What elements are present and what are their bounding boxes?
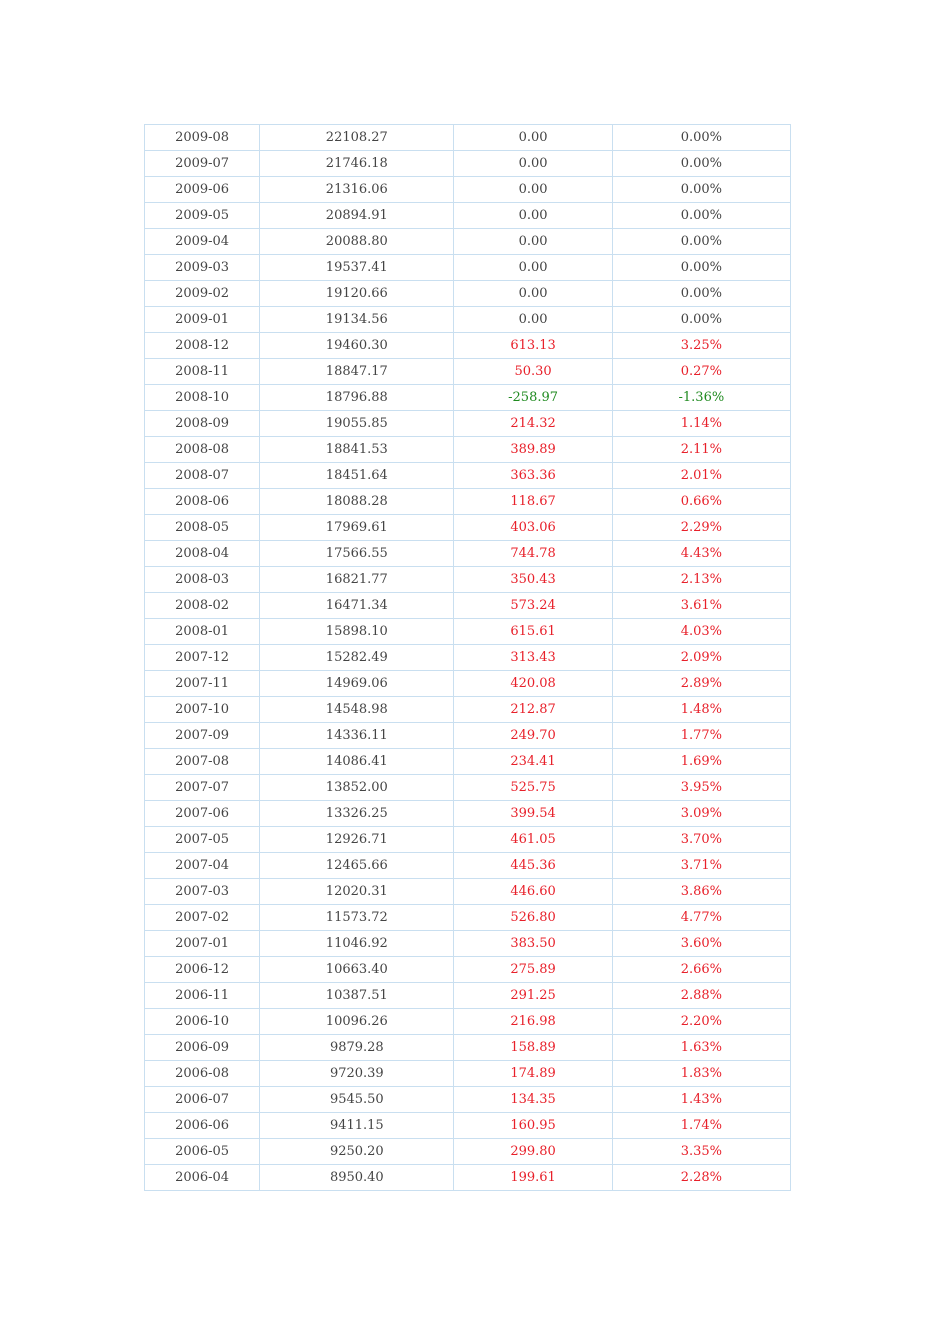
value-cell: 22108.27 [260, 125, 454, 151]
percent-change-cell: 0.00% [612, 255, 790, 281]
date-cell: 2008-12 [145, 333, 260, 359]
table-row [145, 645, 791, 671]
table-row [145, 333, 791, 359]
percent-change-cell: 2.13% [612, 567, 790, 593]
percent-change-cell: 2.01% [612, 463, 790, 489]
date-cell: 2006-12 [145, 957, 260, 983]
table-row [145, 489, 791, 515]
value-cell: 20088.80 [260, 229, 454, 255]
date-cell: 2008-11 [145, 359, 260, 385]
date-cell: 2009-01 [145, 307, 260, 333]
table-row [145, 125, 791, 151]
date-cell: 2008-08 [145, 437, 260, 463]
table-row [145, 385, 791, 411]
change-cell: 158.89 [454, 1035, 612, 1061]
date-cell: 2008-03 [145, 567, 260, 593]
change-cell: 0.00 [454, 125, 612, 151]
table-row [145, 307, 791, 333]
date-cell: 2008-01 [145, 619, 260, 645]
value-cell: 15282.49 [260, 645, 454, 671]
date-cell: 2008-10 [145, 385, 260, 411]
percent-change-cell: 0.00% [612, 151, 790, 177]
value-cell: 21316.06 [260, 177, 454, 203]
change-cell: 0.00 [454, 151, 612, 177]
percent-change-cell: 1.74% [612, 1113, 790, 1139]
change-cell: 275.89 [454, 957, 612, 983]
percent-change-cell: 1.69% [612, 749, 790, 775]
table-row [145, 151, 791, 177]
change-cell: 0.00 [454, 177, 612, 203]
value-cell: 17566.55 [260, 541, 454, 567]
change-cell: 446.60 [454, 879, 612, 905]
table-row [145, 411, 791, 437]
date-cell: 2006-06 [145, 1113, 260, 1139]
value-cell: 18451.64 [260, 463, 454, 489]
table-row [145, 775, 791, 801]
change-cell: 299.80 [454, 1139, 612, 1165]
table-row [145, 983, 791, 1009]
table-row [145, 697, 791, 723]
table-row [145, 1087, 791, 1113]
change-cell: 291.25 [454, 983, 612, 1009]
date-cell: 2008-02 [145, 593, 260, 619]
percent-change-cell: 2.20% [612, 1009, 790, 1035]
table-row [145, 203, 791, 229]
table-row [145, 255, 791, 281]
change-cell: 445.36 [454, 853, 612, 879]
change-cell: 744.78 [454, 541, 612, 567]
change-cell: 363.36 [454, 463, 612, 489]
table-row [145, 723, 791, 749]
value-cell: 14548.98 [260, 697, 454, 723]
value-cell: 11046.92 [260, 931, 454, 957]
value-cell: 11573.72 [260, 905, 454, 931]
date-cell: 2007-03 [145, 879, 260, 905]
percent-change-cell: 2.88% [612, 983, 790, 1009]
table-row [145, 853, 791, 879]
value-cell: 10663.40 [260, 957, 454, 983]
percent-change-cell: 1.77% [612, 723, 790, 749]
table-row [145, 1061, 791, 1087]
date-cell: 2007-01 [145, 931, 260, 957]
percent-change-cell: 1.48% [612, 697, 790, 723]
percent-change-cell: 4.43% [612, 541, 790, 567]
date-cell: 2006-04 [145, 1165, 260, 1191]
change-cell: 573.24 [454, 593, 612, 619]
change-cell: 613.13 [454, 333, 612, 359]
percent-change-cell: 1.63% [612, 1035, 790, 1061]
value-cell: 12926.71 [260, 827, 454, 853]
table-row [145, 281, 791, 307]
percent-change-cell: 3.61% [612, 593, 790, 619]
date-cell: 2009-07 [145, 151, 260, 177]
table-row [145, 1009, 791, 1035]
date-cell: 2009-05 [145, 203, 260, 229]
change-cell: 0.00 [454, 255, 612, 281]
change-cell: 0.00 [454, 203, 612, 229]
date-cell: 2008-05 [145, 515, 260, 541]
value-cell: 19120.66 [260, 281, 454, 307]
change-cell: 174.89 [454, 1061, 612, 1087]
change-cell: 383.50 [454, 931, 612, 957]
change-cell: 350.43 [454, 567, 612, 593]
value-cell: 10387.51 [260, 983, 454, 1009]
date-cell: 2009-06 [145, 177, 260, 203]
percent-change-cell: 3.25% [612, 333, 790, 359]
value-cell: 9250.20 [260, 1139, 454, 1165]
value-cell: 9879.28 [260, 1035, 454, 1061]
value-cell: 19537.41 [260, 255, 454, 281]
table-row [145, 359, 791, 385]
change-cell: 0.00 [454, 307, 612, 333]
value-cell: 16471.34 [260, 593, 454, 619]
change-cell: 234.41 [454, 749, 612, 775]
value-cell: 9720.39 [260, 1061, 454, 1087]
date-cell: 2006-07 [145, 1087, 260, 1113]
date-cell: 2006-05 [145, 1139, 260, 1165]
change-cell: 461.05 [454, 827, 612, 853]
table-row [145, 879, 791, 905]
date-cell: 2007-07 [145, 775, 260, 801]
date-cell: 2008-06 [145, 489, 260, 515]
table-row [145, 801, 791, 827]
table-row [145, 515, 791, 541]
percent-change-cell: 3.71% [612, 853, 790, 879]
date-cell: 2007-04 [145, 853, 260, 879]
percent-change-cell: 2.11% [612, 437, 790, 463]
percent-change-cell: 3.70% [612, 827, 790, 853]
table-row [145, 463, 791, 489]
percent-change-cell: 0.00% [612, 125, 790, 151]
percent-change-cell: 1.14% [612, 411, 790, 437]
value-cell: 13852.00 [260, 775, 454, 801]
change-cell: 212.87 [454, 697, 612, 723]
date-cell: 2009-08 [145, 125, 260, 151]
table-row [145, 593, 791, 619]
value-cell: 9411.15 [260, 1113, 454, 1139]
date-cell: 2007-10 [145, 697, 260, 723]
change-cell: 403.06 [454, 515, 612, 541]
value-cell: 19055.85 [260, 411, 454, 437]
change-cell: 0.00 [454, 229, 612, 255]
date-cell: 2009-02 [145, 281, 260, 307]
percent-change-cell: 2.89% [612, 671, 790, 697]
value-cell: 18088.28 [260, 489, 454, 515]
table-row [145, 619, 791, 645]
value-cell: 14086.41 [260, 749, 454, 775]
date-cell: 2006-08 [145, 1061, 260, 1087]
change-cell: 615.61 [454, 619, 612, 645]
table-row [145, 931, 791, 957]
table-row [145, 905, 791, 931]
percent-change-cell: 1.43% [612, 1087, 790, 1113]
date-cell: 2006-09 [145, 1035, 260, 1061]
percent-change-cell: 4.77% [612, 905, 790, 931]
value-cell: 14969.06 [260, 671, 454, 697]
value-cell: 19134.56 [260, 307, 454, 333]
value-cell: 15898.10 [260, 619, 454, 645]
change-cell: 525.75 [454, 775, 612, 801]
table-row [145, 827, 791, 853]
change-cell: 50.30 [454, 359, 612, 385]
date-cell: 2008-04 [145, 541, 260, 567]
percent-change-cell: 0.27% [612, 359, 790, 385]
table-row [145, 1113, 791, 1139]
date-cell: 2007-05 [145, 827, 260, 853]
value-cell: 9545.50 [260, 1087, 454, 1113]
percent-change-cell: 0.66% [612, 489, 790, 515]
percent-change-cell: 3.86% [612, 879, 790, 905]
date-cell: 2006-11 [145, 983, 260, 1009]
change-cell: 160.95 [454, 1113, 612, 1139]
percent-change-cell: 0.00% [612, 177, 790, 203]
table-row [145, 1139, 791, 1165]
percent-change-cell: 2.28% [612, 1165, 790, 1191]
value-cell: 18796.88 [260, 385, 454, 411]
change-cell: 399.54 [454, 801, 612, 827]
change-cell: 526.80 [454, 905, 612, 931]
change-cell: -258.97 [454, 385, 612, 411]
monthly-data-table [144, 124, 791, 1191]
percent-change-cell: 1.83% [612, 1061, 790, 1087]
date-cell: 2007-06 [145, 801, 260, 827]
value-cell: 20894.91 [260, 203, 454, 229]
value-cell: 14336.11 [260, 723, 454, 749]
percent-change-cell: 2.09% [612, 645, 790, 671]
percent-change-cell: 0.00% [612, 229, 790, 255]
percent-change-cell: 4.03% [612, 619, 790, 645]
percent-change-cell: 2.29% [612, 515, 790, 541]
change-cell: 313.43 [454, 645, 612, 671]
change-cell: 389.89 [454, 437, 612, 463]
value-cell: 16821.77 [260, 567, 454, 593]
value-cell: 13326.25 [260, 801, 454, 827]
change-cell: 199.61 [454, 1165, 612, 1191]
percent-change-cell: 0.00% [612, 281, 790, 307]
date-cell: 2006-10 [145, 1009, 260, 1035]
value-cell: 18841.53 [260, 437, 454, 463]
table-row [145, 567, 791, 593]
value-cell: 18847.17 [260, 359, 454, 385]
table-row [145, 229, 791, 255]
value-cell: 10096.26 [260, 1009, 454, 1035]
change-cell: 118.67 [454, 489, 612, 515]
date-cell: 2007-09 [145, 723, 260, 749]
table-row [145, 541, 791, 567]
percent-change-cell: -1.36% [612, 385, 790, 411]
change-cell: 214.32 [454, 411, 612, 437]
value-cell: 12020.31 [260, 879, 454, 905]
change-cell: 0.00 [454, 281, 612, 307]
percent-change-cell: 0.00% [612, 307, 790, 333]
percent-change-cell: 3.09% [612, 801, 790, 827]
change-cell: 420.08 [454, 671, 612, 697]
value-cell: 21746.18 [260, 151, 454, 177]
value-cell: 12465.66 [260, 853, 454, 879]
date-cell: 2007-08 [145, 749, 260, 775]
date-cell: 2007-11 [145, 671, 260, 697]
percent-change-cell: 0.00% [612, 203, 790, 229]
change-cell: 249.70 [454, 723, 612, 749]
percent-change-cell: 3.35% [612, 1139, 790, 1165]
table-row [145, 671, 791, 697]
date-cell: 2009-03 [145, 255, 260, 281]
date-cell: 2009-04 [145, 229, 260, 255]
table-row [145, 1035, 791, 1061]
value-cell: 8950.40 [260, 1165, 454, 1191]
table-body [145, 125, 791, 1191]
percent-change-cell: 2.66% [612, 957, 790, 983]
table-row [145, 177, 791, 203]
percent-change-cell: 3.95% [612, 775, 790, 801]
change-cell: 216.98 [454, 1009, 612, 1035]
percent-change-cell: 3.60% [612, 931, 790, 957]
value-cell: 19460.30 [260, 333, 454, 359]
change-cell: 134.35 [454, 1087, 612, 1113]
table-row [145, 749, 791, 775]
date-cell: 2008-07 [145, 463, 260, 489]
value-cell: 17969.61 [260, 515, 454, 541]
date-cell: 2008-09 [145, 411, 260, 437]
date-cell: 2007-02 [145, 905, 260, 931]
table-row [145, 957, 791, 983]
date-cell: 2007-12 [145, 645, 260, 671]
table-row [145, 437, 791, 463]
table-row [145, 1165, 791, 1191]
